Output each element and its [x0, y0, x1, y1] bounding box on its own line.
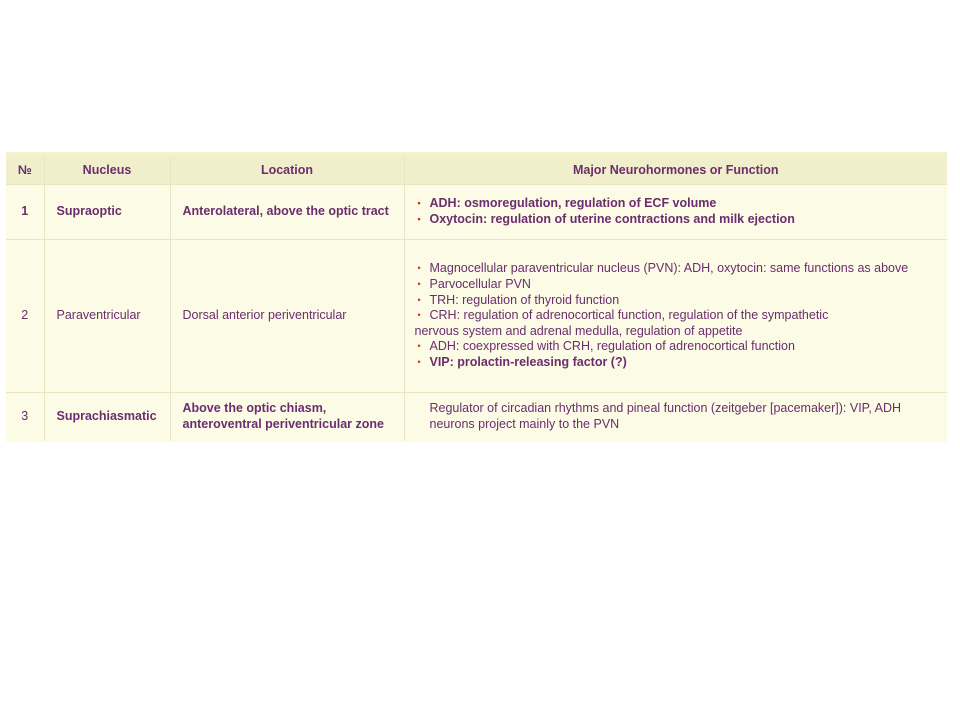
- bullet-icon: •: [417, 310, 421, 321]
- function-item: • Parvocellular PVN: [417, 277, 531, 292]
- row-nucleus: Supraoptic: [44, 185, 170, 240]
- hypothalamic-nuclei-table: [6, 157, 947, 441]
- bullet-icon: •: [417, 214, 421, 224]
- bullet-icon: •: [417, 279, 421, 290]
- row-location: Anterolateral, above the optic tract: [170, 185, 404, 240]
- bullet-icon: •: [417, 341, 421, 352]
- function-item: • ADH: coexpressed with CRH, regulation of adrenocortical function: [417, 339, 795, 354]
- function-item: • Magnocellular paraventricular nucleus (PVN): ADH, oxytocin: same functions as above: [417, 261, 909, 276]
- function-item: • TRH: regulation of thyroid function: [417, 292, 620, 307]
- table-row: [6, 393, 947, 442]
- function-item: • VIP: prolactin-releasing factor (?): [417, 354, 627, 369]
- table-header-row: [6, 157, 947, 185]
- row-nucleus: Paraventricular: [44, 240, 170, 393]
- bullet-icon: •: [417, 294, 421, 305]
- row-functions: [404, 185, 947, 240]
- bullet-icon: •: [417, 198, 421, 209]
- function-item: • ADH: osmoregulation, regulation of ECF volume: [417, 196, 717, 211]
- row-location: Above the optic chiasm, anteroventral periventricular zone: [170, 393, 404, 442]
- header-num: №: [6, 157, 44, 185]
- row-num: 1: [6, 185, 44, 240]
- function-item: • Oxytocin: regulation of uterine contractions and milk ejection: [417, 212, 795, 226]
- function-item-continuation: nervous system and adrenal medulla, regulation of appetite: [414, 323, 743, 338]
- bullet-icon: •: [417, 263, 421, 274]
- header-location: Location: [170, 157, 404, 185]
- header-function: Major Neurohormones or Function: [404, 157, 947, 185]
- header-nucleus: Nucleus: [44, 157, 170, 185]
- table-row: [6, 240, 947, 393]
- row-num: 3: [6, 393, 44, 442]
- row-nucleus: Suprachiasmatic: [44, 393, 170, 442]
- table-row: [6, 185, 947, 240]
- bullet-icon: •: [417, 356, 421, 367]
- row-num: 2: [6, 240, 44, 393]
- row-functions: [404, 393, 947, 442]
- row-location: Dorsal anterior periventricular: [170, 240, 404, 393]
- function-text: Regulator of circadian rhythms and pineal function (zeitgeber [pacemaker]): VIP, ADH neurons project mainly to the PVN: [429, 401, 902, 431]
- nuclei-table-panel: [6, 152, 947, 442]
- function-item: • CRH: regulation of adrenocortical function, regulation of the sympathetic: [417, 308, 829, 323]
- row-functions: [404, 240, 947, 393]
